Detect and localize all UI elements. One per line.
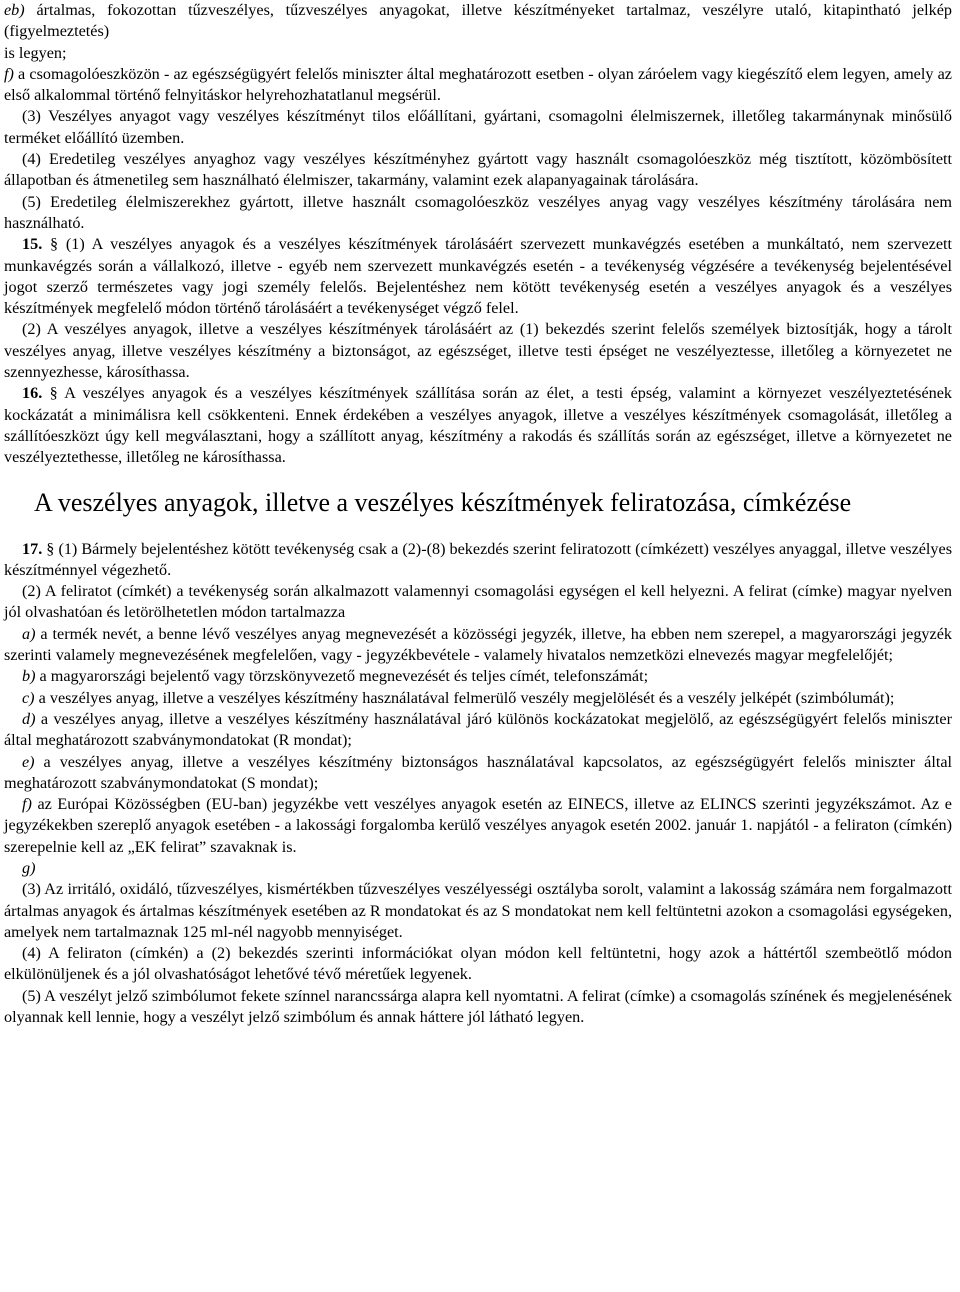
item-a	[4, 624, 952, 667]
section-15-paragraph-2: (2) A veszélyes anyagok, illetve a veszélyes készítmények tárolásáért az (1) bekezdés szerint felelős személyek biztosítják, hogy a tárolt veszélyes anyag, illetve veszélyes készítmény a biztonságot, az egészséget, illetve testi épséget ne veszélyeztesse, illetőleg a környezetet ne szennyezhesse, károsíthassa.	[4, 320, 952, 382]
item-g	[4, 858, 952, 879]
chapter-heading: A veszélyes anyagok, illetve a veszélyes készítmények feliratozása, címkézése	[34, 487, 852, 517]
item-text: a termék nevét, a benne lévő veszélyes anyag megnevezését a közösségi jegyzék, illetve, ha ebben nem szerepel, a magyarországi jegyzék szerinti valamely megnevezésének megfelelően, vagy - jegyzékbevétele - valamely hivatalos nemzetközi elnevezés magyar megfelelőjét;	[4, 624, 952, 665]
item-f	[4, 794, 952, 858]
item-text: a veszélyes anyag, illetve a veszélyes készítmény használatával felmerülő veszély megjelölését és a veszély jelképét (szimbólumát);	[34, 688, 895, 707]
paragraph-text: (1) A veszélyes anyagok és a veszélyes készítmények tárolásáért szervezett munkavégzés esetében a munkáltató, nem szervezett munkavégzés során a vállalkozó, illetve - egyéb nem szervezett munkavégzés esetén - a tevékenység végzésére a tevékenység bejelentésével jogot szerző természetes vagy jogi személy felelős. Bejelentéshez nem kötött tevékenység esetén a veszélyes anyagok és a veszélyes készítmények megfelelő módon történő tárolásáért a tevékenységet végző felel.	[4, 235, 953, 318]
section-sign: §	[49, 384, 58, 403]
item-label: d)	[22, 709, 36, 728]
item-eb	[4, 0, 952, 43]
section-number: 17.	[22, 539, 43, 558]
item-label: e)	[22, 752, 35, 771]
item-f	[4, 64, 952, 107]
item-c	[4, 688, 952, 709]
section-17-paragraph-5: (5) A veszélyt jelző szimbólumot fekete színnel narancssárga alapra kell nyomtatni. A felirat (címke) a csomagolás színének és megjelenésének olyannak kell lennie, hogy a veszélyt jelző szimbólum és annak háttere jól látható legyen.	[4, 986, 952, 1027]
section-sign: §	[46, 539, 55, 558]
item-text: a veszélyes anyag, illetve a veszélyes készítmény használatával járó különös kockázatokat megjelölő, az egészségügyért felelős miniszter által meghatározott szabványmondatokat (R mondat);	[4, 709, 952, 750]
item-label: g)	[22, 858, 36, 877]
item-text: ártalmas, fokozottan tűzveszélyes, tűzveszélyes anyagokat, illetve készítményeket tartalmaz, veszélyre utaló, kitapintható jelkép (figyelmeztetés)	[4, 1, 952, 41]
paragraph-text: A veszélyes anyagok és a veszélyes készítmények szállítása során az élet, a testi épség, valamint a környezet veszélyeztetésének kockázatát a minimálisra kell csökkenteni. Ennek érdekében a veszélyes anyagok, illetve a veszélyes készítmények csomagolását, illetőleg a szállítóeszközt úgy kell megválasztani, hogy a szállított anyag, készítmény a rakodás és szállítás során az egészséget, illetve a környezetet ne veszélyeztethesse, illetőleg ne károsíthassa.	[4, 384, 953, 467]
paragraph-4: (4) Eredetileg veszélyes anyaghoz vagy veszélyes készítményhez gyártott vagy használt csomagolóeszköz még tisztított, közömbösített állapotban és átmenetileg sem használható élelmiszer, takarmány, valamint ezek alapanyagainak tárolására.	[4, 150, 952, 190]
item-text: a veszélyes anyag, illetve a veszélyes készítmény biztonságos használatával kapcsolatos, az egészségügyért felelős miniszter által meghatározott szabványmondatokat (S mondat);	[4, 752, 952, 792]
section-number: 15.	[22, 235, 43, 254]
section-17-paragraph-3: (3) Az irritáló, oxidáló, tűzveszélyes, kismértékben tűzveszélyes veszélyességi osztályba sorolt, valamint a lakosság számára nem forgalmazott ártalmas anyagok és ártalmas készítmények esetében az R mondatokat és az S mondatokat nem kell feltüntetni azokon a csomagolási egységeken, amelyek nem tartalmaznak 125 ml-nél nagyobb mennyiséget.	[4, 880, 952, 941]
item-e	[4, 752, 952, 795]
paragraph-3: (3) Veszélyes anyagot vagy veszélyes készítményt tilos előállítani, gyártani, csomagolni élelmiszernek, illetőleg takarmánynak minősülő terméket előállító üzemben.	[4, 107, 952, 147]
section-16-paragraph-1	[4, 383, 952, 468]
item-label: eb)	[4, 1, 25, 19]
item-eb-continuation: is legyen;	[4, 43, 67, 62]
section-17-paragraph-4: (4) A feliraton (címkén) a (2) bekezdés szerinti információkat olyan módon kell feltüntetni, hogy azok a háttértől szembeötlő módon elkülönüljenek és a jól olvashatóságot lehetővé tévő méretűek legyenek.	[4, 944, 952, 984]
item-d	[4, 709, 952, 752]
section-15-paragraph-1	[4, 234, 952, 319]
paragraph-text: (1) Bármely bejelentéshez kötött tevékenység csak a (2)-(8) bekezdés szerint feliratozott (címkézett) veszélyes anyaggal, illetve veszélyes készítménnyel végezhető.	[4, 539, 953, 579]
section-sign: §	[50, 235, 59, 254]
item-label: a)	[22, 624, 36, 643]
item-text: az Európai Közösségben (EU-ban) jegyzékbe vett veszélyes anyagok esetén az EINECS, illetve az ELINCS szerinti jegyzékszámot. Az e jegyzékekben szereplő anyagok esetében - a lakossági forgalomba kerülő veszélyes anyagok esetén 2002. január 1. napjától - a feliraton (címkén) szerepelnie kell az „EK felirat” szavaknak is.	[4, 795, 952, 856]
item-b	[4, 666, 952, 687]
section-17-paragraph-2: (2) A feliratot (címkét) a tevékenység során alkalmazott valamennyi csomagolási egységen el kell helyezni. A felirat (címke) magyar nyelven jól olvashatóan és letörölhetetlen módon tartalmazza	[4, 582, 952, 622]
item-label: b)	[22, 667, 36, 686]
item-label: c)	[22, 688, 35, 707]
section-number: 16.	[22, 384, 43, 403]
item-text: a magyarországi bejelentő vagy törzskönyvezető megnevezését és teljes címét, telefonszámát;	[35, 667, 649, 686]
item-label: f)	[4, 64, 14, 83]
item-text: a csomagolóeszközön - az egészségügyért felelős miniszter által meghatározott esetben - olyan záróelem vagy kiegészítő elem legyen, amely az első alkalommal történő felnyitáskor helyrehozhatatlanul megsérül.	[4, 64, 952, 105]
item-label: f)	[22, 795, 32, 814]
paragraph-5: (5) Eredetileg élelmiszerekhez gyártott, illetve használt csomagolóeszköz veszélyes anyag vagy veszélyes készítmény tárolására nem használható.	[4, 192, 952, 232]
section-17-paragraph-1	[4, 539, 952, 582]
